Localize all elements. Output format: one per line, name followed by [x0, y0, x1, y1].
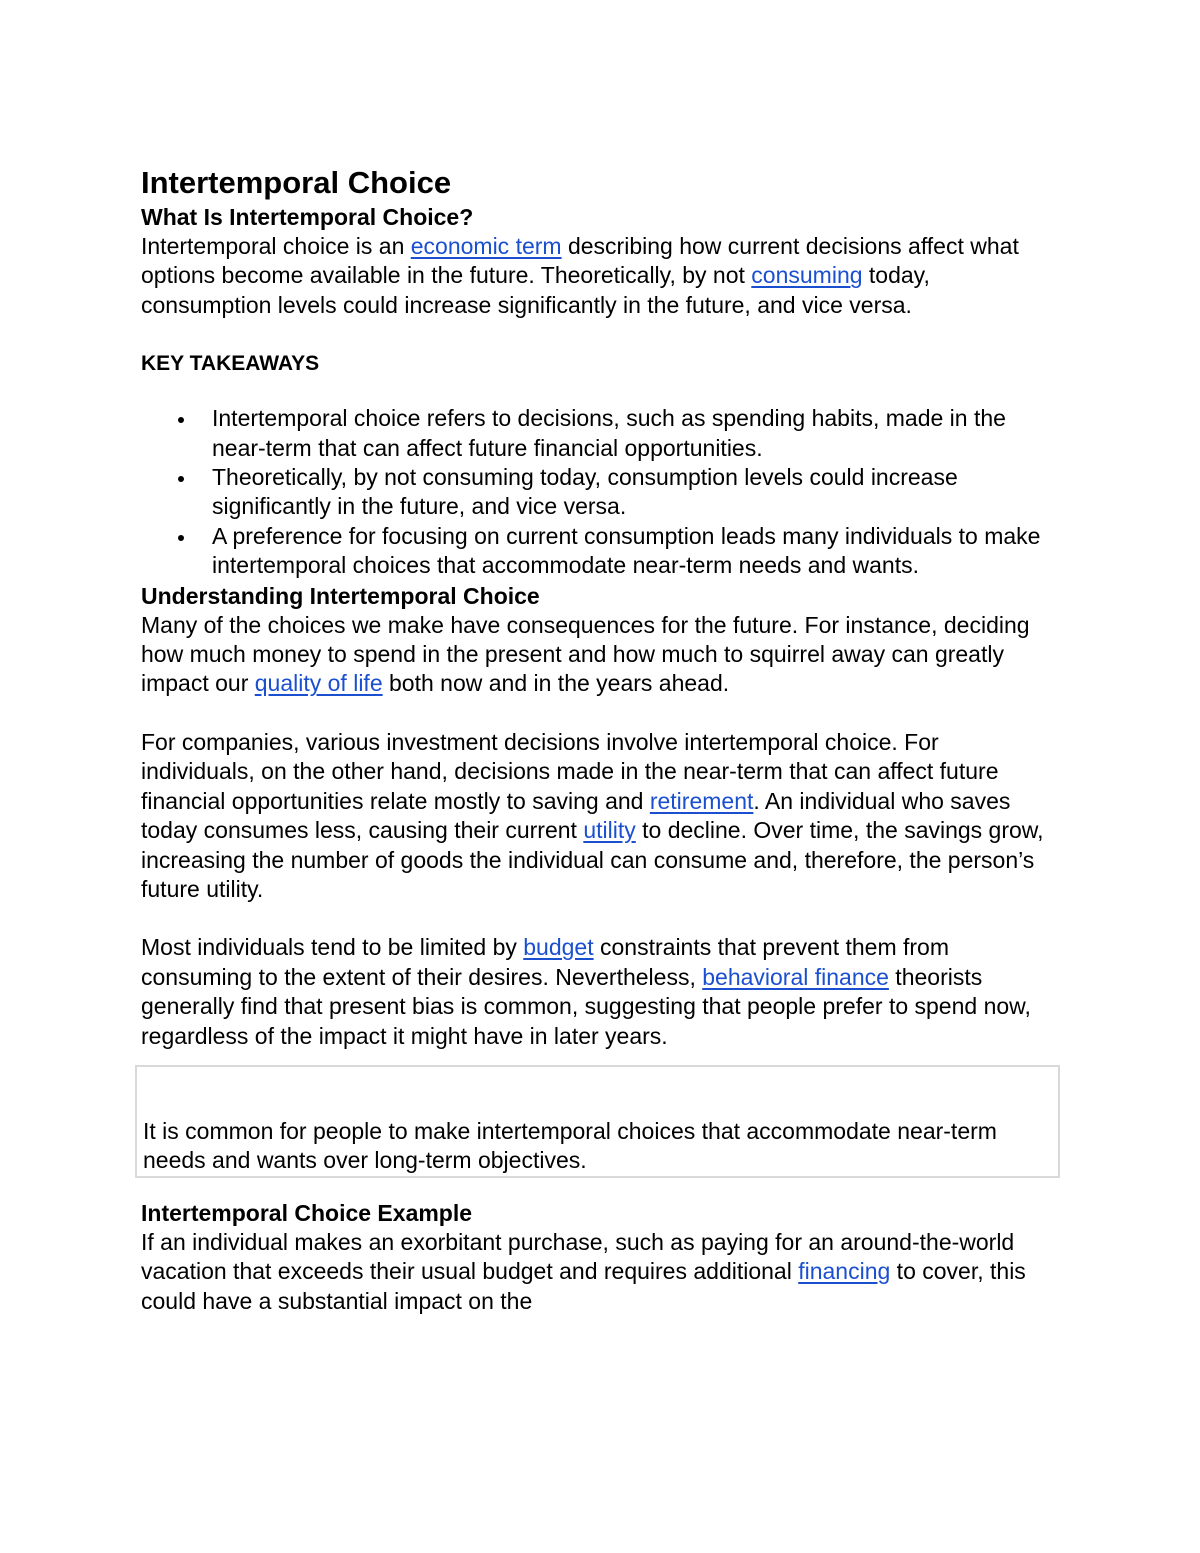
text-run: to decline. Over time, the savings grow, increasing the number of goods the individual can consume and, therefore, the person’s future utility.	[141, 817, 1044, 902]
text-run: constraints that prevent them from consuming to the extent of their desires. Nevertheless,	[141, 934, 950, 990]
link-consuming[interactable]: consuming	[751, 262, 863, 289]
spacer	[141, 904, 1066, 933]
spacer	[141, 699, 1066, 728]
example-paragraph	[141, 1228, 1056, 1316]
text-run: For companies, various investment decisions involve intertemporal choice. For individuals, on the other hand, decisions made in the near-term that can affect future financial opportunities relate mostly to saving and	[141, 728, 999, 814]
link-quality-of-life[interactable]: quality of life	[254, 670, 383, 697]
document-content	[141, 164, 1066, 1316]
text-run: both now and in the years ahead.	[382, 670, 730, 697]
text-run: Many of the choices we make have consequences for the future. For instance, deciding how much money to spend in the present and how much to squirrel away can greatly impact our	[141, 611, 1030, 697]
link-financing[interactable]: financing	[798, 1258, 891, 1285]
text-run: Most individuals tend to be limited by	[141, 934, 524, 961]
text-run: today, consumption levels could increase significantly in the future, and vice versa.	[141, 262, 930, 318]
text-run: describing how current decisions affect what options become available in the future. Theoretically, by not	[141, 233, 1019, 289]
text-run: . An individual who saves today consumes less, causing their current	[141, 787, 1011, 844]
list-item: Theoretically, by not consuming today, consumption levels could increase significantly in the future, and vice versa.	[212, 463, 1066, 522]
link-economic-term[interactable]: economic term	[410, 233, 562, 259]
understanding-paragraph-3	[141, 933, 1051, 1051]
section-heading-example: Intertemporal Choice Example	[141, 1199, 473, 1226]
key-takeaways-list	[141, 404, 1066, 580]
callout-text: It is common for people to make intertemporal choices that accommodate near-term needs and wants over long-term objectives.	[143, 1117, 997, 1174]
understanding-paragraph-1	[141, 611, 1066, 699]
link-retirement[interactable]: retirement	[649, 787, 754, 814]
text-run: theorists generally find that present bias is common, suggesting that people prefer to spend now, regardless of the impact it might have in later years.	[141, 963, 1031, 1049]
spacer	[141, 320, 1066, 349]
spacer	[141, 378, 1066, 404]
list-item: A preference for focusing on current consumption leads many individuals to make intertemporal choices that accommodate near-term needs and wants.	[212, 522, 1066, 581]
text-run: to cover, this could have a substantial impact on the	[141, 1258, 1026, 1314]
link-budget[interactable]: budget	[523, 934, 594, 961]
text-run: If an individual makes an exorbitant purchase, such as paying for an around-the-world vacation that exceeds their usual budget and requires additional	[141, 1228, 1015, 1285]
text-run: Intertemporal choice is an	[141, 233, 411, 259]
key-takeaways-heading: KEY TAKEAWAYS	[141, 352, 320, 376]
section-heading-what-is: What Is Intertemporal Choice?	[141, 204, 474, 230]
intro-paragraph	[141, 232, 1056, 320]
list-item: Intertemporal choice refers to decisions, such as spending habits, made in the near-term that can affect future financial opportunities.	[212, 404, 1066, 463]
callout-box	[135, 1065, 1060, 1178]
link-behavioral-finance[interactable]: behavioral finance	[702, 963, 889, 990]
section-heading-understanding: Understanding Intertemporal Choice	[141, 582, 540, 609]
page-title: Intertemporal Choice	[141, 165, 452, 200]
link-utility[interactable]: utility	[583, 817, 636, 844]
understanding-paragraph-2	[141, 728, 1046, 904]
